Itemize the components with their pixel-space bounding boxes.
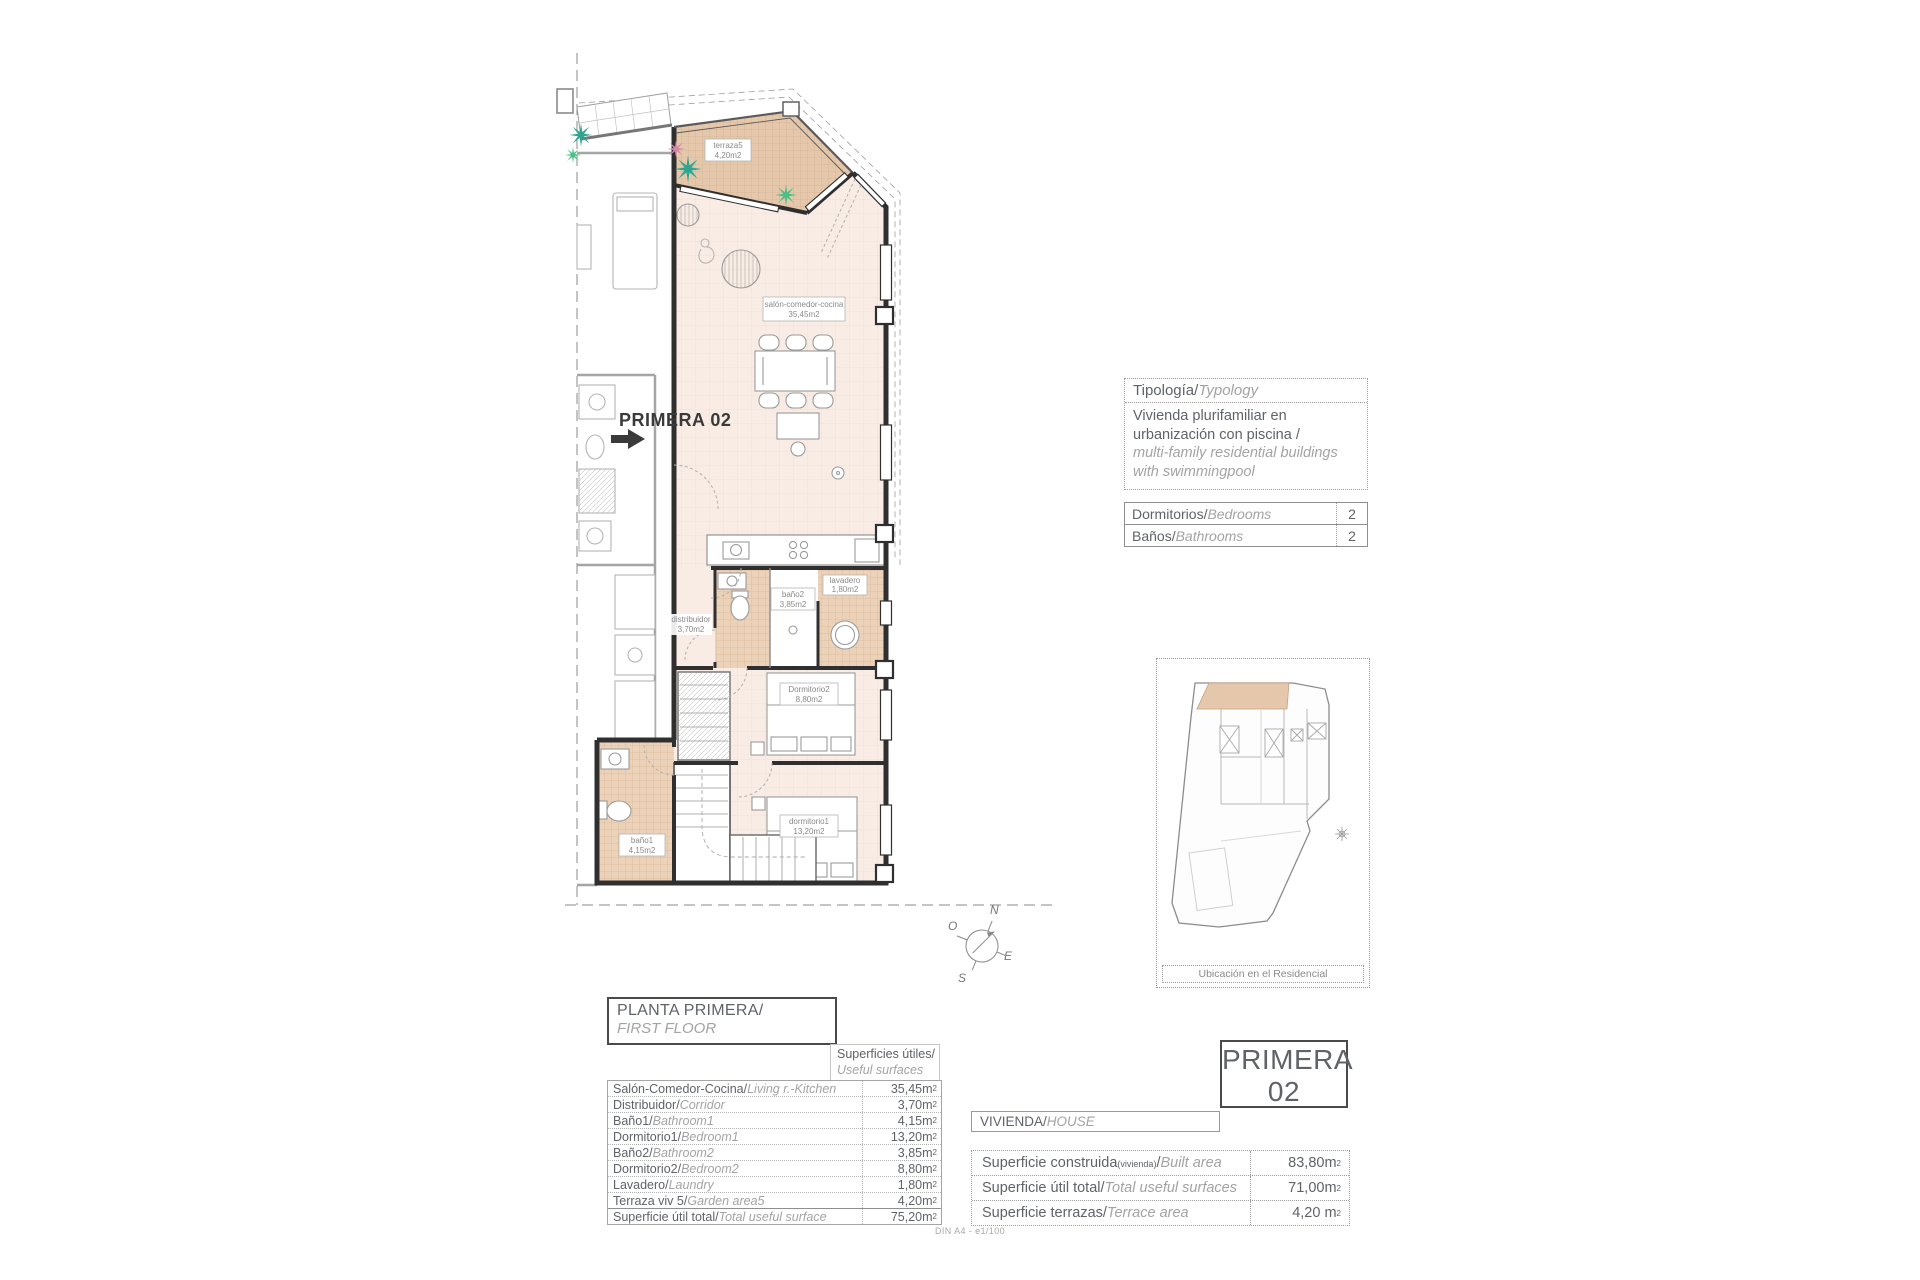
surface-value: 4,15m 2 — [862, 1113, 941, 1128]
map-caption: Ubicación en el Residencial — [1162, 965, 1364, 983]
surface-value: 3,85m 2 — [862, 1145, 941, 1160]
surface-value: 8,80m 2 — [862, 1161, 941, 1176]
svg-text:distribuidor: distribuidor — [671, 615, 711, 624]
surface-value: 35,45m 2 — [862, 1081, 941, 1096]
room-label-salon — [763, 297, 845, 321]
surface-row — [608, 1177, 941, 1193]
surface-value: 3,70m 2 — [862, 1097, 941, 1112]
svg-text:3,70m2: 3,70m2 — [677, 625, 705, 634]
surface-row — [608, 1081, 941, 1097]
parapet-post — [783, 102, 799, 116]
surface-value: 4,20m 2 — [862, 1193, 941, 1208]
surface-row — [608, 1129, 941, 1145]
surface-label: Distribuidor/Corridor — [613, 1097, 725, 1112]
vivienda-row — [972, 1151, 1349, 1176]
floor-title-es: PLANTA PRIMERA/ — [617, 1002, 764, 1019]
count-value: 2 — [1336, 525, 1367, 546]
svg-text:4,20m2: 4,20m2 — [714, 151, 742, 160]
rooms-count-table — [1124, 502, 1368, 547]
vivienda-value: 83,80m 2 — [1250, 1151, 1349, 1175]
vivienda-label: Superficie construida(vivienda)/Built area — [982, 1155, 1222, 1171]
compass-rose — [942, 898, 1032, 1003]
vivienda-bar: VIVIENDA/ HOUSE — [971, 1111, 1220, 1132]
unit-id-box — [1220, 1040, 1354, 1108]
surface-label: Salón-Comedor-Cocina/Living r.-Kitchen — [613, 1081, 837, 1096]
vivienda-row — [972, 1201, 1349, 1225]
floor-plan — [555, 45, 1060, 930]
room-label-distribuidor — [670, 614, 712, 635]
svg-text:lavadero: lavadero — [829, 576, 861, 585]
svg-text:PRIMERA 02: PRIMERA 02 — [619, 410, 732, 430]
surface-label: Terraza viv 5/Garden area5 — [613, 1193, 765, 1208]
vivienda-value: 71,00m 2 — [1250, 1176, 1349, 1200]
svg-text:Dormitorio2: Dormitorio2 — [788, 685, 830, 694]
svg-text:1,80m2: 1,80m2 — [831, 585, 859, 594]
floor-plan-svg — [555, 45, 1060, 930]
surface-value: 1,80m 2 — [862, 1177, 941, 1192]
surface-row — [608, 1161, 941, 1177]
surface-label: Dormitorio1/Bedroom1 — [613, 1129, 739, 1144]
surface-row — [608, 1193, 941, 1209]
svg-text:baño2: baño2 — [781, 590, 805, 599]
floor-title-box — [607, 997, 837, 1045]
unit-arrow-icon — [611, 429, 645, 449]
surface-row — [608, 1145, 941, 1161]
svg-text:terraza5: terraza5 — [713, 141, 743, 150]
typology-box — [1124, 378, 1368, 490]
svg-text:3,85m2: 3,85m2 — [779, 600, 807, 609]
surface-label: Superficie útil total/Total useful surface — [613, 1209, 827, 1224]
unit-id-line2: 02 — [1267, 1076, 1301, 1108]
unit-id-line1: PRIMERA — [1222, 1044, 1354, 1075]
surface-label: Baño2/Bathroom2 — [613, 1145, 714, 1160]
typology-body-en: multi-family residential buildings with swimmingpool — [1133, 445, 1338, 480]
vivienda-table — [971, 1150, 1350, 1226]
count-label: Baños/Bathrooms — [1132, 527, 1244, 544]
count-label: Dormitorios/Bedrooms — [1132, 505, 1272, 522]
room-label-banyo1 — [619, 834, 665, 856]
vivienda-label: Superficie terrazas/Terrace area — [982, 1205, 1189, 1221]
surface-label: Dormitorio2/Bedroom2 — [613, 1161, 739, 1176]
count-row — [1125, 503, 1367, 524]
sheet-scale-note: DIN A4 - e1/100 — [934, 1226, 1006, 1236]
surface-value: 13,20m 2 — [862, 1129, 941, 1144]
floor-title-en: FIRST FLOOR — [617, 1020, 717, 1037]
vivienda-row — [972, 1176, 1349, 1201]
mini-compass-icon — [1335, 827, 1349, 841]
svg-text:N: N — [990, 903, 999, 917]
svg-text:salón-comedor-cocina: salón-comedor-cocina — [764, 300, 844, 309]
surface-row — [608, 1097, 941, 1113]
useful-surfaces-header — [830, 1044, 940, 1082]
svg-text:13,20m2: 13,20m2 — [793, 827, 825, 836]
useful-header-es: Superficies útiles/ — [837, 1047, 935, 1061]
svg-text:4,15m2: 4,15m2 — [628, 846, 656, 855]
location-map-svg — [1161, 661, 1365, 957]
surface-row — [608, 1113, 941, 1129]
surface-value: 75,20m 2 — [862, 1209, 941, 1224]
typology-body — [1125, 403, 1367, 489]
vivienda-value: 4,20 m 2 — [1250, 1201, 1349, 1225]
typology-body-es: Vivienda plurifamiliar en urbanización con piscina / — [1133, 408, 1300, 443]
svg-text:baño1: baño1 — [630, 836, 654, 845]
room-label-banyo2 — [771, 588, 815, 610]
unit-location-highlight — [1197, 683, 1289, 709]
svg-text:O: O — [948, 919, 958, 933]
room-label-dormitorio1 — [780, 815, 838, 837]
room-label-lavadero — [823, 575, 867, 595]
svg-text:S: S — [958, 971, 967, 985]
surface-label: Baño1/Bathroom1 — [613, 1113, 714, 1128]
count-row — [1125, 524, 1367, 546]
room-label-dormitorio2 — [780, 683, 838, 705]
svg-text:E: E — [1004, 949, 1013, 963]
svg-text:8,80m2: 8,80m2 — [795, 695, 823, 704]
typology-title: Tipología/Typology — [1125, 379, 1367, 403]
surface-row — [608, 1208, 941, 1224]
location-map — [1156, 658, 1370, 988]
svg-text:dormitorio1: dormitorio1 — [788, 817, 830, 826]
surface-label: Lavadero/Laundry — [613, 1177, 714, 1192]
useful-surfaces-table — [607, 1080, 942, 1225]
room-label-terraza — [705, 139, 751, 161]
vivienda-label: Superficie útil total/Total useful surfaces — [982, 1180, 1237, 1196]
useful-header-en: Useful surfaces — [837, 1062, 924, 1077]
count-value: 2 — [1336, 503, 1367, 524]
svg-text:35,45m2: 35,45m2 — [788, 310, 820, 319]
